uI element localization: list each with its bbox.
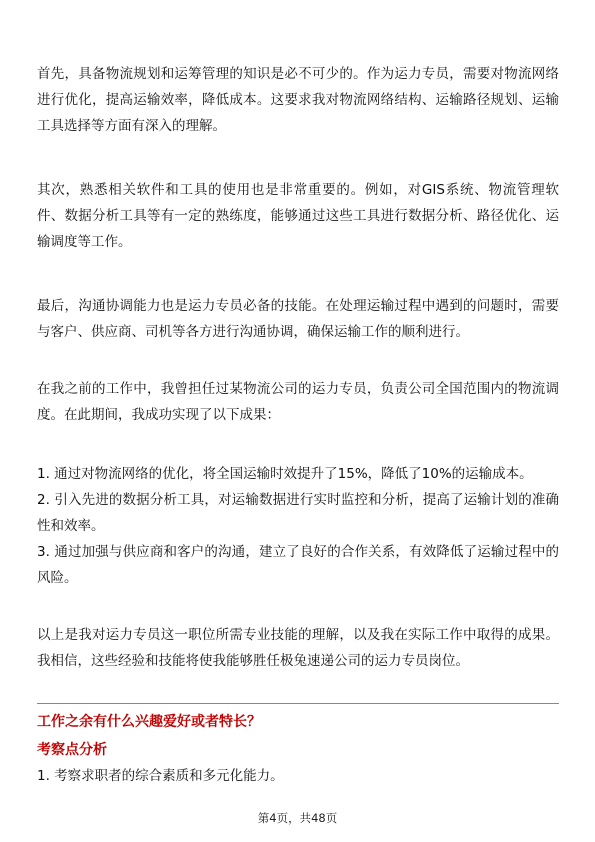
section-divider: [37, 703, 559, 704]
page-number: 第4页，共48页: [257, 811, 338, 825]
paragraph-knowledge: 首先，具备物流规划和运筹管理的知识是必不可少的。作为运力专员，需要对物流网络进行优化，提高运输效率，降低成本。这要求我对物流网络结构、运输路径规划、运输工具选择等方面有深入的理解。: [37, 66, 559, 134]
analysis-heading: 考察点分析: [37, 742, 107, 758]
paragraph-experience: 在我之前的工作中，我曾担任过某物流公司的运力专员，负责公司全国范围内的物流调度。在此期间，我成功实现了以下成果：: [37, 381, 559, 423]
analysis-item: 1. 考察求职者的综合素质和多元化能力。: [37, 768, 284, 784]
paragraph-communication: 最后，沟通协调能力也是运力专员必备的技能。在处理运输过程中遇到的问题时，需要与客户、供应商、司机等各方进行沟通协调，确保运输工作的顺利进行。: [37, 298, 559, 340]
achievement-list: 1. 通过对物流网络的优化，将全国运输时效提升了15%，降低了10%的运输成本。 2. 引入先进的数据分析工具，对运输数据进行实时监控和分析，提高了运输计划的准确性和效率。 3. 通过加强与供应商和客户的沟通，建立了良好的合作关系，有效降低了运输过程中的风险。: [37, 466, 559, 586]
paragraph-conclusion: 以上是我对运力专员这一职位所需专业技能的理解，以及我在实际工作中取得的成果。我相信，这些经验和技能将使我能够胜任极兔速递公司的运力专员岗位。: [37, 627, 559, 669]
question-heading: 工作之余有什么兴趣爱好或者特长？: [37, 714, 261, 730]
paragraph-software-skills: 其次，熟悉相关软件和工具的使用也是非常重要的。例如，对GIS系统、物流管理软件、数据分析工具等有一定的熟练度，能够通过这些工具进行数据分析、路径优化、运输调度等工作。: [37, 182, 559, 250]
